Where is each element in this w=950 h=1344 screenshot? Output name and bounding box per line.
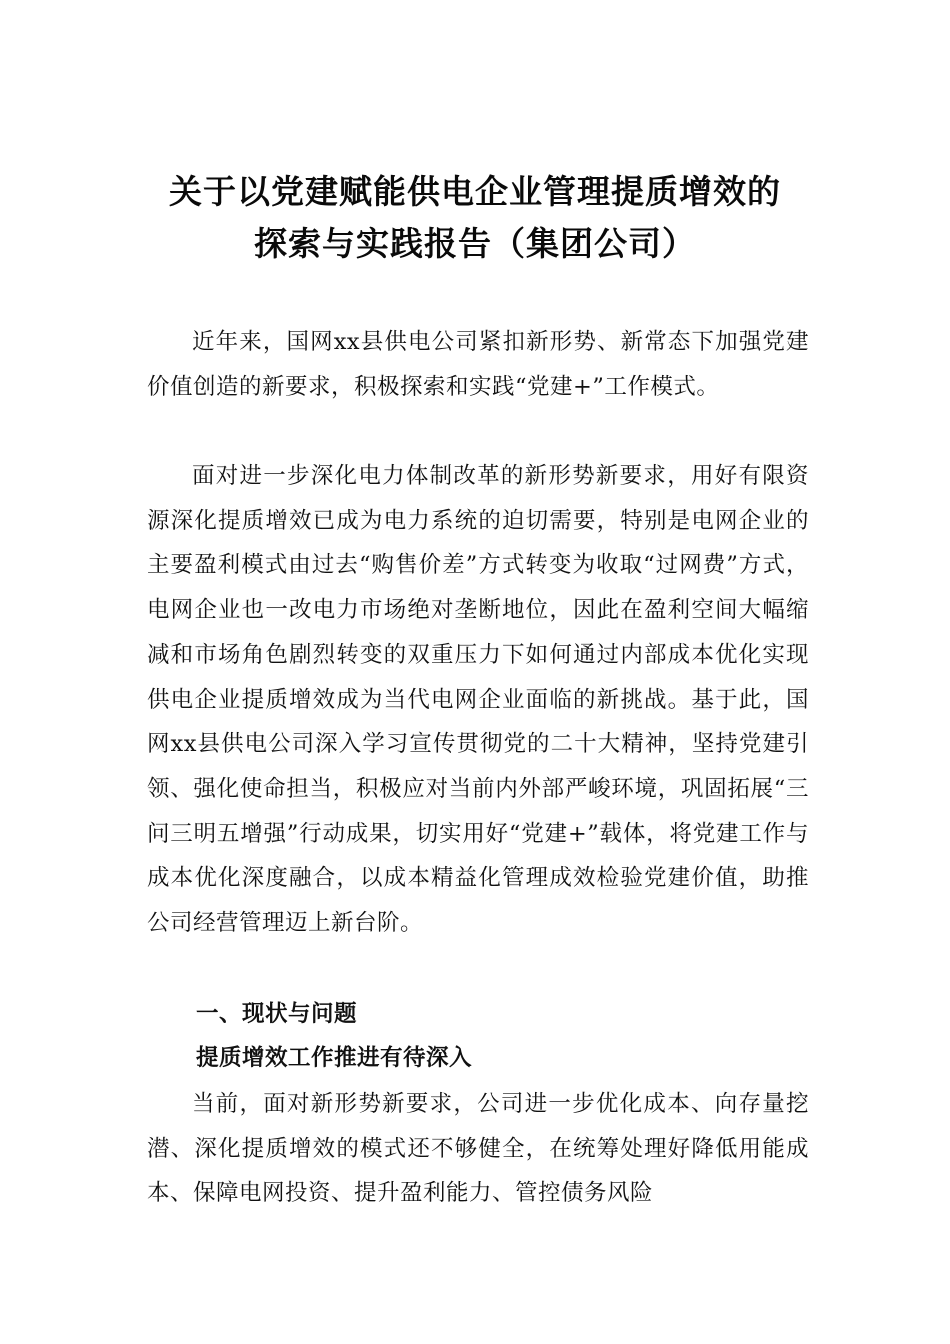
document-title-line-1: 关于以党建赋能供电企业管理提质增效的 xyxy=(169,172,781,211)
document-title-line-2: 探索与实践报告（集团公司） xyxy=(254,224,696,263)
paragraph-background: 面对进一步深化电力体制改革的新形势新要求，用好有限资源深化提质增效已成为电力系统的迫切需要，特别是电网企业的主要盈利模式由过去“购售价差”方式转变为收取“过网费”方式，电网企业也一改电力市场绝对垄断地位，因此在盈利空间大幅缩减和市场角色剧烈转变的双重压力下如何通过内部成本优化实现供电企业提质增效成为当代电网企业面临的新挑战。基于此，国网xx县供电公司深入学习宣传贯彻党的二十大精神，坚持党建引领、强化使命担当，积极应对当前内外部严峻环境，巩固拓展“三问三明五增强”行动成果，切实用好“党建+”载体，将党建工作与成本优化深度融合，以成本精益化管理成效检验党建价值，助推公司经营管理迈上新台阶。 xyxy=(147,463,809,937)
section-heading-status: 一、现状与问题 xyxy=(196,1001,358,1027)
subsection-heading: 提质增效工作推进有待深入 xyxy=(196,1045,473,1071)
paragraph-current-status: 当前，面对新形势新要求，公司进一步优化成本、向存量挖潜、深化提质增效的模式还不够健全，在统筹处理好降低用能成本、保障电网投资、提升盈利能力、管控债务风险 xyxy=(147,1091,809,1207)
paragraph-intro: 近年来，国网xx县供电公司紧扣新形势、新常态下加强党建价值创造的新要求，积极探索和实践“党建+”工作模式。 xyxy=(147,329,809,400)
